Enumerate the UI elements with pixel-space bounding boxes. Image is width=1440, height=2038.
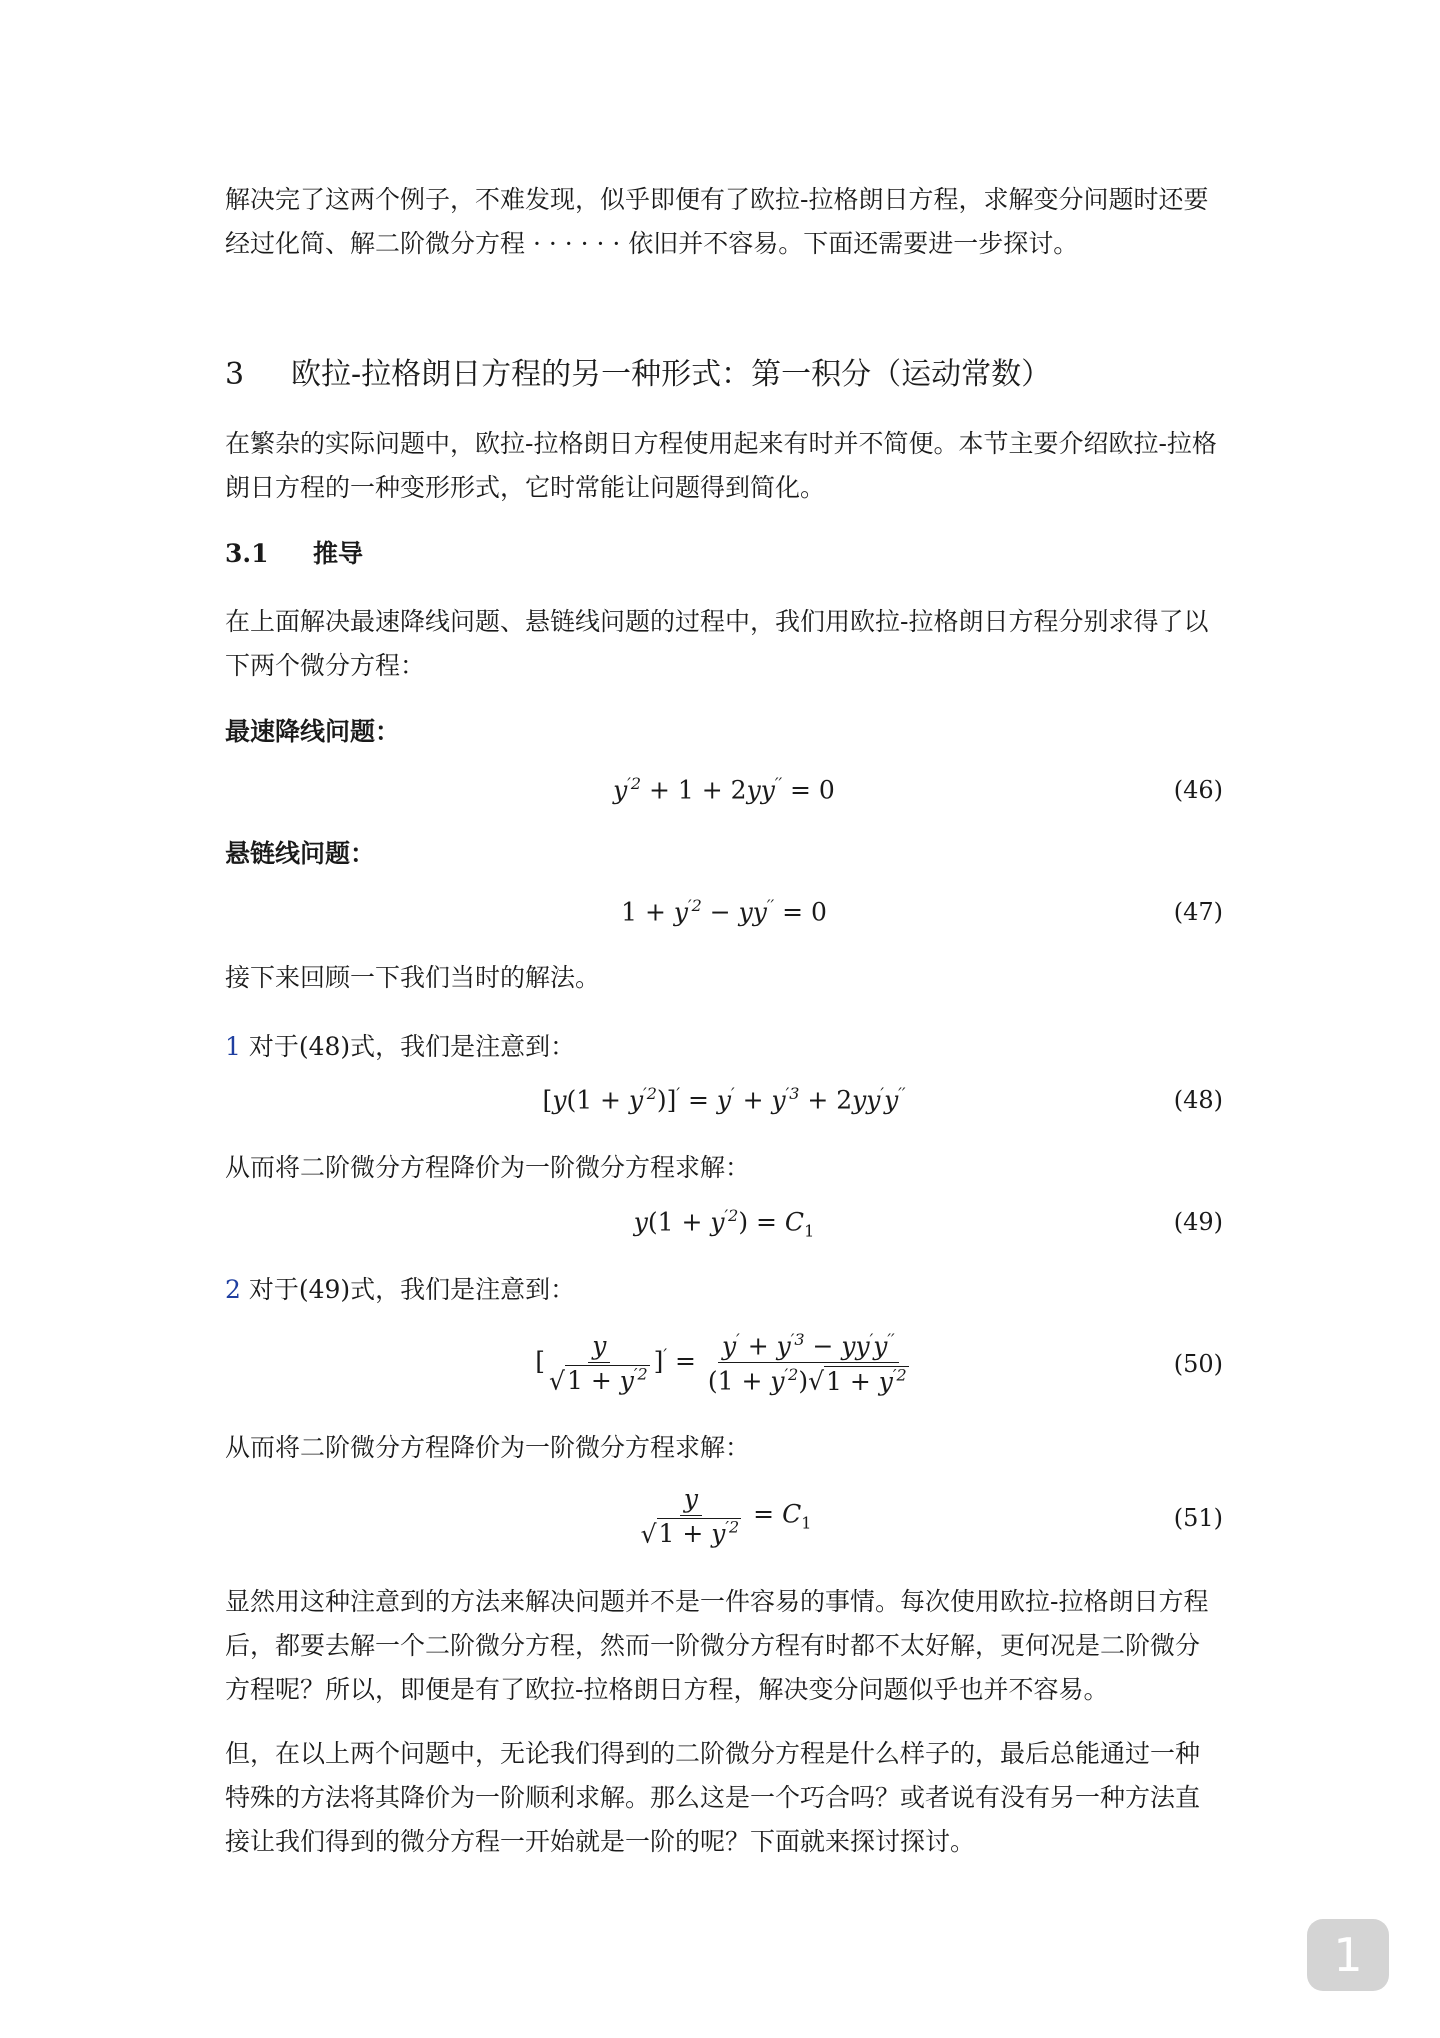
equation-50-number: (50) — [1173, 1350, 1223, 1378]
reduce-sentence-2: 从而将二阶微分方程降价为一阶微分方程求解： — [225, 1433, 751, 1462]
discussion-paragraph-2: 但，在以上两个问题中，无论我们得到的二阶微分方程是什么样子的，最后总能通过一种特殊的方法将其降价为一阶顺利求解。那么这是一个巧合吗？或者说有没有另一种方法直接让我们得到的微分方程一开始就是一阶的呢？下面就来探讨探讨。 — [225, 1739, 1201, 1856]
item-2 — [225, 1268, 1223, 1312]
equation-46-body: $y^{'2} + 1 + 2yy'' = 0$ — [613, 774, 835, 805]
equation-46 — [225, 772, 1223, 812]
equation-47-body: $1 + y^{'2} - yy'' = 0$ — [621, 896, 827, 927]
equation-48-number: (48) — [1173, 1086, 1223, 1114]
equation-46-number: (46) — [1173, 776, 1223, 804]
page-number-badge[interactable]: 1 — [1307, 1919, 1389, 1991]
intro-paragraph: 解决完了这两个例子，不难发现，似乎即便有了欧拉-拉格朗日方程，求解变分问题时还要经过化简、解二阶微分方程 · · · · · · 依旧并不容易。下面还需要进一步探讨。 — [225, 185, 1209, 258]
equation-51-body: $\frac{y}{√1 + y^{'2}}$ = $C_1$ — [640, 1484, 812, 1549]
equation-50 — [225, 1330, 1223, 1406]
section-intro-paragraph: 在繁杂的实际问题中，欧拉-拉格朗日方程使用起来有时并不简便。本节主要介绍欧拉-拉格朗日方程的一种变形形式，它时常能让问题得到简化。 — [225, 429, 1217, 502]
item-1-number: 1 — [225, 1032, 241, 1061]
brachistochrone-label: 最速降线问题： — [225, 717, 401, 746]
review-sentence: 接下来回顾一下我们当时的解法。 — [225, 963, 601, 992]
equation-51-number: (51) — [1173, 1504, 1223, 1532]
item-1-text: 对于(48)式，我们是注意到： — [248, 1032, 576, 1061]
subsection-intro-paragraph: 在上面解决最速降线问题、悬链线问题的过程中，我们用欧拉-拉格朗日方程分别求得了以下两个微分方程： — [225, 607, 1209, 680]
item-1 — [225, 1025, 1223, 1069]
section-heading — [225, 355, 1223, 395]
equation-48 — [225, 1082, 1223, 1122]
equation-49 — [225, 1204, 1223, 1244]
equation-49-body: $y(1 + y^{'2}) = C_1$ — [633, 1206, 815, 1241]
reduce-sentence-1: 从而将二阶微分方程降价为一阶微分方程求解： — [225, 1153, 751, 1182]
equation-49-number: (49) — [1173, 1208, 1223, 1236]
equation-51 — [225, 1484, 1223, 1560]
equation-47-number: (47) — [1173, 898, 1223, 926]
item-2-text: 对于(49)式，我们是注意到： — [248, 1275, 576, 1304]
equation-48-body: $[y(1 + y^{'2})]' = y' + y^{'3} + 2yy'y''$ — [542, 1084, 906, 1115]
discussion-paragraph-1: 显然用这种注意到的方法来解决问题并不是一件容易的事情。每次使用欧拉-拉格朗日方程后，都要去解一个二阶微分方程，然而一阶微分方程有时都不太好解，更何况是二阶微分方程呢？所以，即便是有了欧拉-拉格朗日方程，解决变分问题似乎也并不容易。 — [225, 1587, 1209, 1704]
catenary-label: 悬链线问题： — [225, 839, 376, 868]
section-number: 3 — [225, 357, 245, 392]
section-title: 欧拉-拉格朗日方程的另一种形式：第一积分（运动常数） — [291, 357, 1052, 392]
equation-47 — [225, 894, 1223, 934]
equation-50-body: [ $\frac{y}{√1 + y^{'2}}$ ]′ = $\frac{y' + y^{'3} - yy'y''}{(1 + y^{'2})√1 + y^{'2}}$ — [535, 1330, 907, 1396]
item-2-number: 2 — [225, 1275, 241, 1304]
subsection-heading — [225, 536, 1223, 572]
subsection-number: 3.1 — [225, 539, 269, 568]
subsection-title: 推导 — [313, 539, 364, 568]
